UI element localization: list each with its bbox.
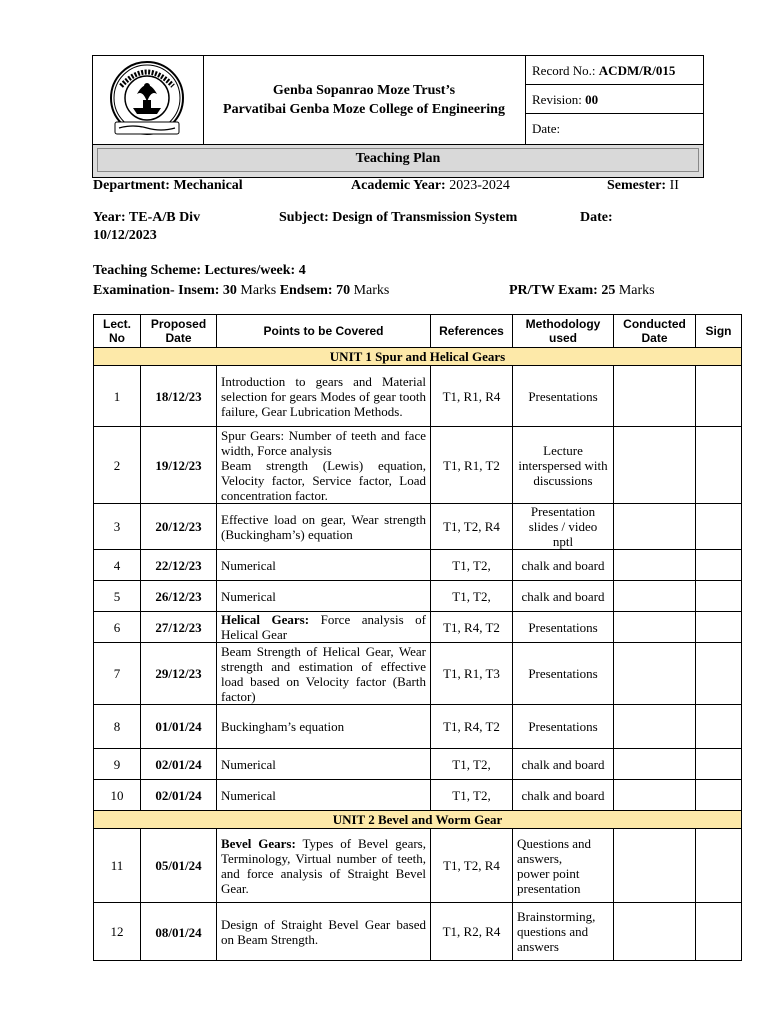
sign-cell bbox=[696, 366, 742, 427]
proposed-date: 27/12/23 bbox=[141, 612, 217, 643]
conducted-date bbox=[614, 504, 696, 550]
methodology: Lecture interspersed with discussions bbox=[513, 427, 614, 504]
points-text: Force analysis of Helical Gear bbox=[221, 612, 427, 642]
conducted-date bbox=[614, 550, 696, 581]
conducted-date bbox=[614, 612, 696, 643]
unit-row bbox=[94, 348, 742, 366]
methodology: chalk and board bbox=[513, 581, 614, 612]
methodology: chalk and board bbox=[513, 749, 614, 780]
conducted-date bbox=[614, 643, 696, 705]
teaching-plan-table bbox=[93, 314, 742, 961]
sign-cell bbox=[696, 749, 742, 780]
proposed-date: 02/01/24 bbox=[141, 749, 217, 780]
subject-label: Subject: Design of Transmission System bbox=[279, 210, 518, 225]
points-bold: Bevel Gears: bbox=[221, 835, 296, 851]
lect-no: 4 bbox=[94, 550, 141, 581]
references: T1, T2, bbox=[431, 780, 513, 811]
revision-label: Revision: bbox=[532, 92, 586, 107]
college-logo-icon bbox=[93, 56, 203, 144]
points-text: Types of Bevel gears, Terminology, Virtual number of teeth, and force analysis of Straight Bevel Gear. bbox=[221, 835, 426, 896]
points-covered: Numerical bbox=[217, 550, 431, 581]
points-covered: Design of Straight Bevel Gear based on Beam Strength. bbox=[217, 903, 431, 961]
sign-cell bbox=[696, 780, 742, 811]
prtw-exam: PR/TW Exam: 25 Marks bbox=[509, 283, 655, 298]
methodology: Presentations bbox=[513, 643, 614, 705]
teaching-scheme: Teaching Scheme: Lectures/week: 4 bbox=[93, 263, 306, 278]
lect-no: 8 bbox=[94, 705, 141, 749]
col-header-conducted-date: Conducted Date bbox=[614, 315, 696, 348]
proposed-date: 01/01/24 bbox=[141, 705, 217, 749]
college-name: Parvatibai Genba Moze College of Engineering bbox=[223, 102, 505, 117]
proposed-date: 08/01/24 bbox=[141, 903, 217, 961]
points-covered: Spur Gears: Number of teeth and face width, Force analysis Beam strength (Lewis) equation, Velocity factor, Service factor, Load concentration factor. bbox=[217, 427, 431, 504]
lect-no: 6 bbox=[94, 612, 141, 643]
points-covered: Numerical bbox=[217, 780, 431, 811]
table-row bbox=[94, 705, 742, 749]
academic-year: Academic Year: 2023-2024 bbox=[351, 178, 510, 193]
lect-no: 9 bbox=[94, 749, 141, 780]
lect-no: 3 bbox=[94, 504, 141, 550]
proposed-date: 18/12/23 bbox=[141, 366, 217, 427]
references: T1, R1, R4 bbox=[431, 366, 513, 427]
table-row bbox=[94, 504, 742, 550]
header-block bbox=[92, 55, 704, 145]
lect-no: 5 bbox=[94, 581, 141, 612]
references: T1, T2, bbox=[431, 581, 513, 612]
conducted-date bbox=[614, 749, 696, 780]
unit-row bbox=[94, 811, 742, 829]
lect-no: 12 bbox=[94, 903, 141, 961]
record-label: Record No.: bbox=[532, 63, 599, 78]
references: T1, R4, T2 bbox=[431, 612, 513, 643]
conducted-date bbox=[614, 427, 696, 504]
table-row bbox=[94, 427, 742, 504]
record-date-label: Date: bbox=[532, 121, 561, 136]
methodology: chalk and board bbox=[513, 780, 614, 811]
points-covered: Buckingham’s equation bbox=[217, 705, 431, 749]
methodology: Brainstorming, questions and answers bbox=[513, 903, 614, 961]
points-covered: Numerical bbox=[217, 749, 431, 780]
references: T1, R2, R4 bbox=[431, 903, 513, 961]
points-covered: Beam Strength of Helical Gear, Wear strength and estimation of effective load based on Velocity factor (Barth factor) bbox=[217, 643, 431, 705]
revision-value: 00 bbox=[585, 92, 599, 107]
table-row bbox=[94, 903, 742, 961]
sign-cell bbox=[696, 581, 742, 612]
sign-cell bbox=[696, 829, 742, 903]
sign-cell bbox=[696, 705, 742, 749]
conducted-date bbox=[614, 903, 696, 961]
lect-no: 7 bbox=[94, 643, 141, 705]
teaching-plan-bar bbox=[92, 145, 704, 178]
record-value: ACDM/R/015 bbox=[598, 63, 676, 78]
references: T1, R1, T3 bbox=[431, 643, 513, 705]
table-row bbox=[94, 829, 742, 903]
points-bold: Helical Gears: bbox=[221, 612, 310, 627]
col-header-methodology: Methodology used bbox=[513, 315, 614, 348]
teaching-plan-title: Teaching Plan bbox=[97, 148, 699, 172]
revision bbox=[526, 85, 703, 114]
points-covered bbox=[217, 829, 431, 903]
points-covered: Introduction to gears and Material selection for gears Modes of gear tooth failure, Gear Lubrication Methods. bbox=[217, 366, 431, 427]
proposed-date: 29/12/23 bbox=[141, 643, 217, 705]
methodology: Presentations bbox=[513, 612, 614, 643]
table-row bbox=[94, 581, 742, 612]
points-covered: Effective load on gear, Wear strength (Buckingham’s) equation bbox=[217, 504, 431, 550]
sign-cell bbox=[696, 550, 742, 581]
sign-cell bbox=[696, 504, 742, 550]
references: T1, T2, bbox=[431, 749, 513, 780]
proposed-date: 20/12/23 bbox=[141, 504, 217, 550]
proposed-date: 05/01/24 bbox=[141, 829, 217, 903]
table-row bbox=[94, 612, 742, 643]
record-date bbox=[526, 114, 703, 143]
plan-date-value: 10/12/2023 bbox=[93, 228, 157, 243]
proposed-date: 26/12/23 bbox=[141, 581, 217, 612]
college-title bbox=[203, 56, 526, 144]
conducted-date bbox=[614, 581, 696, 612]
examination-scheme: Examination- Insem: 30 Marks Endsem: 70 Marks bbox=[93, 283, 390, 298]
references: T1, R4, T2 bbox=[431, 705, 513, 749]
references: T1, T2, R4 bbox=[431, 829, 513, 903]
references: T1, R1, T2 bbox=[431, 427, 513, 504]
table-row bbox=[94, 550, 742, 581]
conducted-date bbox=[614, 366, 696, 427]
plan-date-label: Date: bbox=[580, 210, 613, 225]
college-logo-cell bbox=[93, 56, 204, 144]
col-header-sign: Sign bbox=[696, 315, 742, 348]
references: T1, T2, bbox=[431, 550, 513, 581]
col-header-references: References bbox=[431, 315, 513, 348]
table-header-row bbox=[94, 315, 742, 348]
trust-name: Genba Sopanrao Moze Trust’s bbox=[272, 83, 456, 98]
col-header-points: Points to be Covered bbox=[217, 315, 431, 348]
sign-cell bbox=[696, 612, 742, 643]
methodology: chalk and board bbox=[513, 550, 614, 581]
methodology: Presentations bbox=[513, 366, 614, 427]
lect-no: 10 bbox=[94, 780, 141, 811]
year-label: Year: TE-A/B Div bbox=[93, 210, 201, 225]
col-header-lect-no: Lect. No bbox=[94, 315, 141, 348]
unit-title: UNIT 2 Bevel and Worm Gear bbox=[94, 811, 742, 829]
proposed-date: 22/12/23 bbox=[141, 550, 217, 581]
lect-no: 1 bbox=[94, 366, 141, 427]
methodology: Questions and answers, power point presentation bbox=[513, 829, 614, 903]
sign-cell bbox=[696, 427, 742, 504]
conducted-date bbox=[614, 829, 696, 903]
conducted-date bbox=[614, 705, 696, 749]
sign-cell bbox=[696, 903, 742, 961]
lect-no: 11 bbox=[94, 829, 141, 903]
proposed-date: 02/01/24 bbox=[141, 780, 217, 811]
points-covered: Numerical bbox=[217, 581, 431, 612]
department-label: Department: Mechanical bbox=[93, 178, 243, 193]
methodology: Presentations bbox=[513, 705, 614, 749]
sign-cell bbox=[696, 643, 742, 705]
table-row bbox=[94, 749, 742, 780]
col-header-proposed-date: Proposed Date bbox=[141, 315, 217, 348]
points-covered bbox=[217, 612, 431, 643]
unit-title: UNIT 1 Spur and Helical Gears bbox=[94, 348, 742, 366]
table-row bbox=[94, 780, 742, 811]
methodology: Presentation slides / video nptl bbox=[513, 504, 614, 550]
semester: Semester: II bbox=[607, 178, 679, 193]
record-number bbox=[526, 56, 703, 85]
conducted-date bbox=[614, 780, 696, 811]
proposed-date: 19/12/23 bbox=[141, 427, 217, 504]
lect-no: 2 bbox=[94, 427, 141, 504]
references: T1, T2, R4 bbox=[431, 504, 513, 550]
table-row bbox=[94, 366, 742, 427]
table-row bbox=[94, 643, 742, 705]
